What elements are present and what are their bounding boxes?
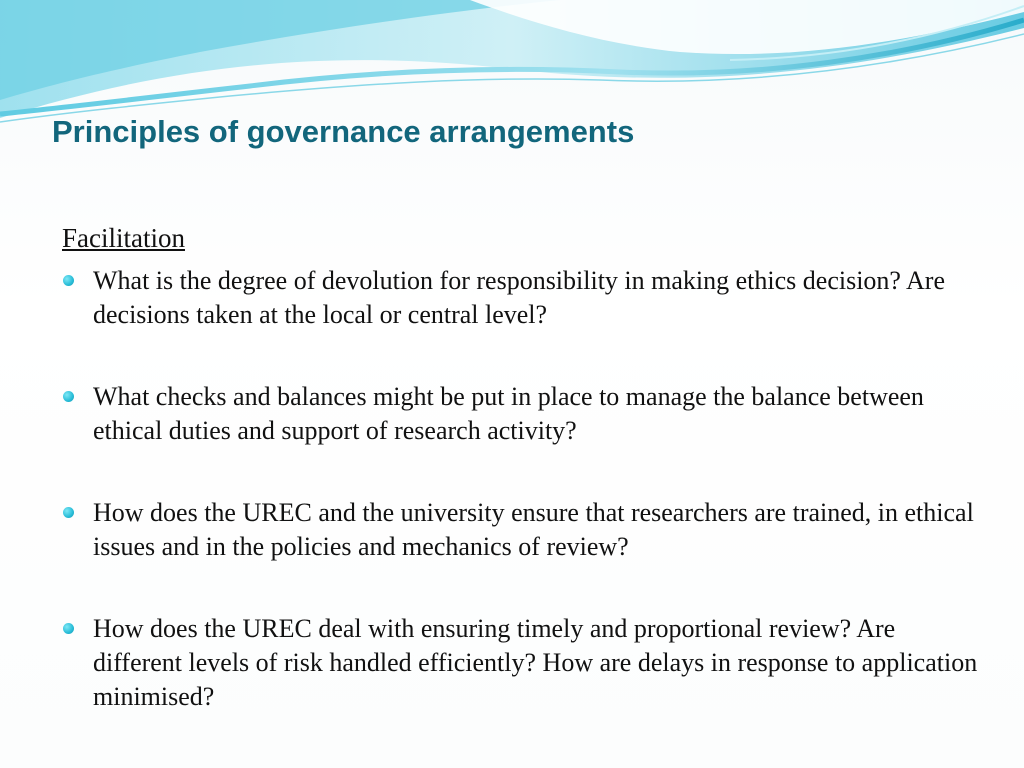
- bullet-text: What is the degree of devolution for responsibility in making ethics decision? Are decisions taken at the local or central level?: [93, 266, 946, 330]
- bullet-text: How does the UREC deal with ensuring timely and proportional review? Are different levels of risk handled efficiently? How are delays in response to application minimised?: [93, 614, 978, 712]
- bullet-text: What checks and balances might be put in place to manage the balance between ethical duties and support of research activity?: [93, 382, 924, 446]
- bullet-dot-icon: [63, 623, 74, 634]
- bullet-list: [62, 264, 982, 714]
- bullet-item: [62, 612, 982, 714]
- section-heading: Facilitation: [62, 223, 185, 253]
- bullet-dot-icon: [63, 507, 74, 518]
- bullet-item: [62, 380, 982, 448]
- slide-body: [62, 222, 982, 714]
- bullet-dot-icon: [63, 391, 74, 402]
- bullet-item: [62, 264, 982, 332]
- slide-title: Principles of governance arrangements: [52, 114, 635, 149]
- bullet-item: [62, 496, 982, 564]
- bullet-dot-icon: [63, 275, 74, 286]
- bullet-text: How does the UREC and the university ensure that researchers are trained, in ethical issues and in the policies and mechanics of review?: [93, 498, 974, 562]
